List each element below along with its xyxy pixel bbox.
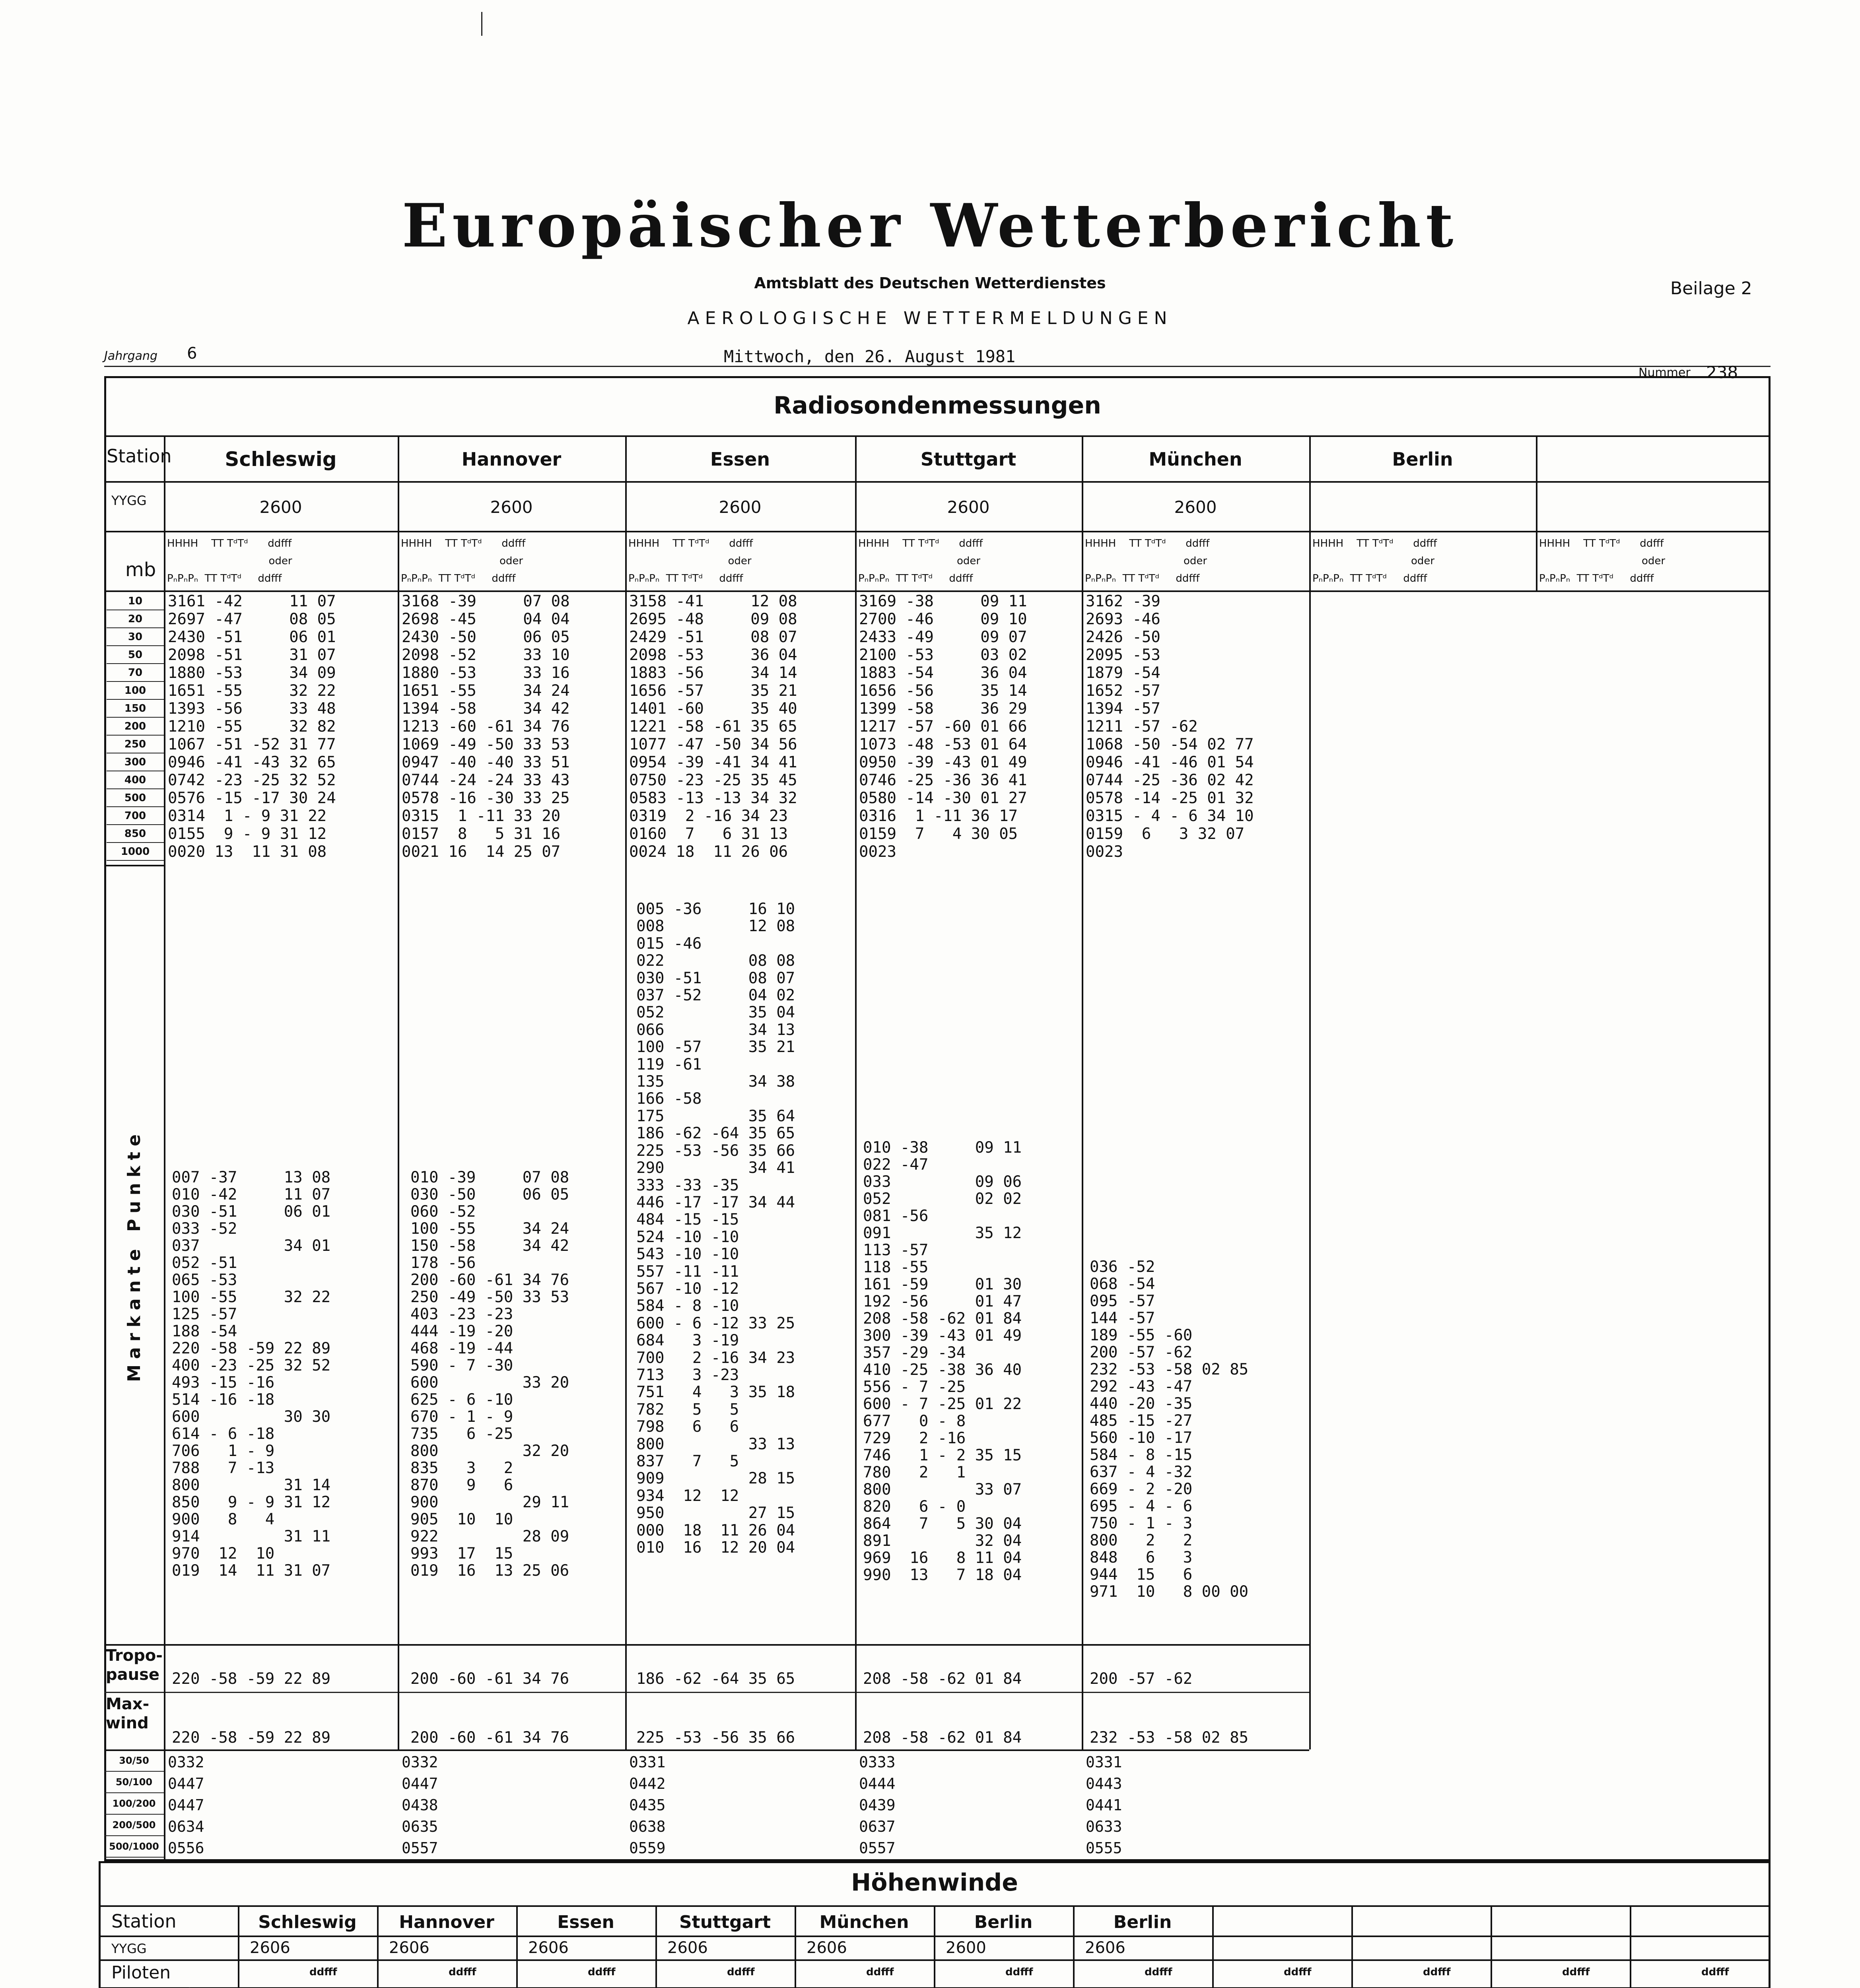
thickness-essen: 0331 0442 0435 0638 0559	[629, 1753, 666, 1857]
winds-piloten-label: Piloten	[111, 1963, 171, 1983]
station-yygg-4: 2600	[947, 497, 990, 517]
station-name-7	[1536, 437, 1771, 481]
winds-ddfff-header: ddfff	[309, 1966, 337, 1978]
station-name-berlin: Berlin	[1392, 448, 1453, 470]
column-header-line1: HHHH TT TᵈTᵈ ddfff	[1539, 538, 1664, 549]
levels-muenchen: 3162 -39 2693 -46 2426 -50 2095 -53 1879 -54 1652 -57 1394 -57 1211 -57 -62 1068 -50 -54 02 77 0946 -41 -46 01 54 0744 -25 -36 02 42 0578 -14 -25 01 32 0315 - 4 - 6 34 10 0159 6 3 32 07 0023	[1086, 592, 1254, 861]
page-subtitle: Amtsblatt des Deutschen Wetterdienstes	[754, 274, 1106, 292]
thickness-label: 30/50	[104, 1750, 164, 1772]
column-header-line2: PₙPₙPₙ TT TᵈTᵈ ddfff	[1312, 573, 1427, 584]
winds-station-yygg: 2606	[250, 1939, 290, 1957]
maxwind-end-rule	[104, 1749, 1309, 1751]
winds-station-name: Berlin	[974, 1912, 1033, 1932]
level-label: 50	[107, 646, 164, 664]
station-yygg-6	[1309, 483, 1536, 531]
station-name-essen: Essen	[710, 448, 770, 470]
column-header-7	[1539, 535, 1768, 587]
label-col-rule	[164, 435, 165, 1861]
column-header-oder: oder	[728, 555, 752, 567]
winds-ddfff-header: ddfff	[449, 1966, 476, 1978]
level-label: 150	[107, 700, 164, 718]
column-header-oder: oder	[499, 555, 523, 567]
top-crop-mark	[481, 12, 482, 36]
column-header-line2: PₙPₙPₙ TT TᵈTᵈ ddfff	[401, 573, 516, 584]
column-header-oder: oder	[268, 555, 292, 567]
winds-station-yygg: 2606	[528, 1939, 569, 1957]
markante-hannover: 010 -39 07 08 030 -50 06 05 060 -52 100 -55 34 24 150 -58 34 42 178 -56 200 -60 -61 34 76 250 -49 -50 33 53 403 -23 -23 444 -19 -20 468 -19 -44 590 - 7 -30 600 33 20 625 - 6 -10 670 - 1 - 9 735 6 -25 800 32 20 835 3 2 870 9 6 900 29 11 905 10 10 922 28 09 993 17 15 019 16 13 25 06	[410, 1169, 569, 1580]
column-header-2	[401, 535, 622, 587]
winds-ddfff-header: ddfff	[1284, 1966, 1312, 1978]
winds-station-yygg: 2606	[667, 1939, 708, 1957]
tropopause-muenchen: 200 -57 -62	[1090, 1670, 1193, 1688]
column-header-line1: HHHH TT TᵈTᵈ ddfff	[1085, 538, 1210, 549]
thickness-label: 200/500	[104, 1815, 164, 1836]
tropopause-schleswig: 220 -58 -59 22 89	[172, 1670, 331, 1688]
winds-ddfff-header: ddfff	[588, 1966, 616, 1978]
station-label: Station	[107, 445, 172, 467]
column-header-line2: PₙPₙPₙ TT TᵈTᵈ ddfff	[167, 573, 282, 584]
levels-stuttgart: 3169 -38 09 11 2700 -46 09 10 2433 -49 09 07 2100 -53 03 02 1883 -54 36 04 1656 -56 35 14 1399 -58 36 29 1217 -57 -60 01 66 1073 -48 -53 01 64 0950 -39 -43 01 49 0746 -25 -36 36 41 0580 -14 -30 01 27 0316 1 -11 36 17 0159 7 4 30 05 0023	[859, 592, 1027, 861]
winds-station-yygg: 2600	[946, 1939, 986, 1957]
radiosonde-title-rule	[104, 435, 1771, 437]
column-header-line2: PₙPₙPₙ TT TᵈTᵈ ddfff	[858, 573, 973, 584]
level-label: 500	[107, 789, 164, 807]
winds-station-name	[1491, 1908, 1630, 1936]
winds-station-name	[1630, 1908, 1769, 1936]
winds-station-yygg: 2606	[1085, 1939, 1125, 1957]
markante-muenchen: 036 -52 068 -54 095 -57 144 -57 189 -55 -60 200 -57 -62 232 -53 -58 02 85 292 -43 -47 440 -20 -35 485 -15 -27 560 -10 -17 584 - 8 -15 637 - 4 -32 669 - 2 -20 695 - 4 - 6 750 - 1 - 3 800 2 2 848 6 3 944 15 6 971 10 8 00 00	[1090, 1258, 1249, 1601]
winds-station-yygg: 2606	[389, 1939, 430, 1957]
column-header-line1: HHHH TT TᵈTᵈ ddfff	[858, 538, 983, 549]
volume-label: Jahrgang	[104, 349, 158, 363]
thickness-hannover: 0332 0447 0438 0635 0557	[402, 1753, 438, 1857]
station-name-stuttgart: Stuttgart	[920, 448, 1016, 470]
thickness-label: 500/1000	[104, 1836, 164, 1858]
column-header-4	[858, 535, 1079, 587]
station-name-hannover: Hannover	[461, 448, 562, 470]
level-label: 200	[107, 718, 164, 736]
thickness-stuttgart: 0333 0444 0439 0637 0557	[859, 1753, 896, 1857]
winds-ddfff-header: ddfff	[727, 1966, 755, 1978]
thickness-muenchen: 0331 0443 0441 0633 0555	[1086, 1753, 1122, 1857]
thickness-label: 100/200	[104, 1793, 164, 1815]
mb-label: mb	[125, 559, 156, 581]
winds-ddfff-header: ddfff	[1701, 1966, 1729, 1978]
winds-station-label: Station	[111, 1910, 177, 1932]
station-name-schleswig: Schleswig	[225, 448, 337, 471]
levels-schleswig: 3161 -42 11 07 2697 -47 08 05 2430 -51 06 01 2098 -51 31 07 1880 -53 34 09 1651 -55 32 22 1393 -56 33 48 1210 -55 32 82 1067 -51 -52 31 77 0946 -41 -43 32 65 0742 -23 -25 32 52 0576 -15 -17 30 24 0314 1 - 9 31 22 0155 9 - 9 31 12 0020 13 11 31 08	[168, 592, 336, 861]
winds-station-name: Essen	[557, 1912, 614, 1932]
winds-station-yygg: 2606	[807, 1939, 847, 1957]
column-header-line1: HHHH TT TᵈTᵈ ddfff	[628, 538, 753, 549]
maxwind-label: Max- wind	[106, 1695, 150, 1732]
col-rule-1	[398, 435, 399, 1749]
winds-station-name	[1212, 1908, 1351, 1936]
level-label: 20	[107, 610, 164, 628]
col-rule-3	[855, 435, 857, 1749]
winds-station-name: Berlin	[1113, 1912, 1172, 1932]
winds-station-name: München	[819, 1912, 909, 1932]
winds-station-name: Schleswig	[258, 1912, 357, 1932]
column-header-line2: PₙPₙPₙ TT TᵈTᵈ ddfff	[1085, 573, 1200, 584]
column-header-oder: oder	[956, 555, 981, 567]
station-yygg-5: 2600	[1174, 497, 1217, 517]
maxwind-essen: 225 -53 -56 35 66	[636, 1729, 795, 1747]
station-yygg-2: 2600	[490, 497, 533, 517]
level-label: 1000	[107, 843, 164, 861]
maxwind-schleswig: 220 -58 -59 22 89	[172, 1729, 331, 1747]
yygg-row-rule	[104, 531, 1771, 532]
maxwind-muenchen: 232 -53 -58 02 85	[1090, 1729, 1249, 1747]
column-header-line1: HHHH TT TᵈTᵈ ddfff	[1312, 538, 1437, 549]
level-label: 100	[107, 682, 164, 700]
volume-number: 6	[187, 344, 197, 363]
column-header-1	[167, 535, 394, 587]
station-yygg-3: 2600	[719, 497, 762, 517]
thickness-schleswig: 0332 0447 0447 0634 0556	[168, 1753, 204, 1857]
issue-date: Mittwoch, den 26. August 1981	[724, 347, 1016, 366]
tropopause-end-rule	[104, 1692, 1309, 1693]
markante-end-rule	[104, 1644, 1309, 1646]
column-header-line2: PₙPₙPₙ TT TᵈTᵈ ddfff	[628, 573, 743, 584]
level-label: 250	[107, 736, 164, 753]
level-label: 70	[107, 664, 164, 682]
markante-stuttgart: 010 -38 09 11 022 -47 033 09 06 052 02 02 081 -56 091 35 12 113 -57 118 -55 161 -59 01 30 192 -56 01 47 208 -58 -62 01 84 300 -39 -43 01 49 357 -29 -34 410 -25 -38 36 40 556 - 7 -25 600 - 7 -25 01 22 677 0 - 8 729 2 -16 746 1 - 2 35 15 780 2 1 800 33 07 820 6 - 0 864 7 5 30 04 891 32 04 969 16 8 11 04 990 13 7 18 04	[863, 1139, 1022, 1584]
tropopause-hannover: 200 -60 -61 34 76	[410, 1670, 569, 1688]
winds-station-name: Stuttgart	[679, 1912, 771, 1932]
station-row-rule	[104, 481, 1771, 483]
column-header-6	[1312, 535, 1533, 587]
column-header-line1: HHHH TT TᵈTᵈ ddfff	[401, 538, 526, 549]
level-label: 700	[107, 807, 164, 825]
markante-schleswig: 007 -37 13 08 010 -42 11 07 030 -51 06 01 033 -52 037 34 01 052 -51 065 -53 100 -55 32 22 125 -57 188 -54 220 -58 -59 22 89 400 -23 -25 32 52 493 -15 -16 514 -16 -18 600 30 30 614 - 6 -18 706 1 - 9 788 7 -13 800 31 14 850 9 - 9 31 12 900 8 4 914 31 11 970 12 10 019 14 11 31 07	[172, 1169, 331, 1580]
level-label: 30	[107, 628, 164, 646]
maxwind-stuttgart: 208 -58 -62 01 84	[863, 1729, 1022, 1747]
supplement-label: Beilage 2	[1670, 278, 1752, 299]
winds-ddfff-header: ddfff	[1423, 1966, 1451, 1978]
level-label: 400	[107, 771, 164, 789]
radiosonde-title: Radiosondenmessungen	[774, 392, 1101, 419]
column-header-oder: oder	[1641, 555, 1666, 567]
winds-ddfff-header: ddfff	[1145, 1966, 1172, 1978]
winds-ddfff-header: ddfff	[866, 1966, 894, 1978]
markante-punkte-label	[104, 867, 164, 1644]
column-header-line2: PₙPₙPₙ TT TᵈTᵈ ddfff	[1539, 573, 1654, 584]
column-header-oder: oder	[1183, 555, 1207, 567]
winds-station-name	[1351, 1908, 1491, 1936]
tropopause-label: Tropo- pause	[106, 1646, 163, 1684]
levels-essen: 3158 -41 12 08 2695 -48 09 08 2429 -51 08 07 2098 -53 36 04 1883 -56 34 14 1656 -57 35 21 1401 -60 35 40 1221 -58 -61 35 65 1077 -47 -50 34 56 0954 -39 -41 34 41 0750 -23 -25 35 45 0583 -13 -13 34 32 0319 2 -16 34 23 0160 7 6 31 13 0024 18 11 26 06	[629, 592, 797, 861]
station-yygg-1: 2600	[259, 497, 302, 517]
level-label: 10	[107, 592, 164, 610]
winds-yygg-label: YYGG	[111, 1941, 147, 1956]
winds-ddfff-header: ddfff	[1562, 1966, 1590, 1978]
maxwind-hannover: 200 -60 -61 34 76	[410, 1729, 569, 1747]
winds-station-name: Hannover	[399, 1912, 494, 1932]
colhead-row-rule	[104, 590, 1771, 592]
tropopause-essen: 186 -62 -64 35 65	[636, 1670, 795, 1688]
winds-ddfff-header: ddfff	[1005, 1966, 1033, 1978]
column-header-5	[1085, 535, 1306, 587]
section-title: AEROLOGISCHE WETTERMELDUNGEN	[687, 308, 1173, 328]
page-title: Europäischer Wetterbericht	[402, 191, 1458, 261]
column-header-line1: HHHH TT TᵈTᵈ ddfff	[167, 538, 292, 549]
number-label: Nummer	[1638, 366, 1691, 380]
station-name-muenchen: München	[1149, 448, 1242, 470]
level-label: 850	[107, 825, 164, 843]
winds-title: Höhenwinde	[851, 1869, 1018, 1897]
station-yygg-7	[1536, 483, 1771, 531]
issue-number: 238	[1706, 363, 1738, 382]
level-label: 300	[107, 753, 164, 771]
levels-end-rule	[104, 865, 164, 866]
col-rule-4	[1082, 435, 1083, 1749]
tropopause-stuttgart: 208 -58 -62 01 84	[863, 1670, 1022, 1688]
header-rule	[104, 366, 1771, 367]
thickness-label: 50/100	[104, 1772, 164, 1793]
col-rule-5	[1309, 435, 1311, 1749]
levels-hannover: 3168 -39 07 08 2698 -45 04 04 2430 -50 06 05 2098 -52 33 10 1880 -53 33 16 1651 -55 34 24 1394 -58 34 42 1213 -60 -61 34 76 1069 -49 -50 33 53 0947 -40 -40 33 51 0744 -24 -24 33 43 0578 -16 -30 33 25 0315 1 -11 33 20 0157 8 5 31 16 0021 16 14 25 07	[402, 592, 570, 861]
markante-punkte-text: Markante Punkte	[124, 1129, 144, 1382]
markante-essen: 005 -36 16 10 008 12 08 015 -46 022 08 08 030 -51 08 07 037 -52 04 02 052 35 04 066 34 13 100 -57 35 21 119 -61 135 34 38 166 -58 175 35 64 186 -62 -64 35 65 225 -53 -56 35 66 290 34 41 333 -33 -35 446 -17 -17 34 44 484 -15 -15 524 -10 -10 543 -10 -10 557 -11 -11 567 -10 -12 584 - 8 -10 600 - 6 -12 33 25 684 3 -19 700 2 -16 34 23 713 3 -23 751 4 3 35 18 782 5 5 798 6 6 800 33 13 837 7 5 909 28 15 934 12 12 950 27 15 000 18 11 26 04 010 16 12 20 04	[636, 900, 795, 1557]
col-rule-2	[625, 435, 627, 1749]
column-header-oder: oder	[1411, 555, 1435, 567]
yygg-label: YYGG	[111, 493, 147, 508]
column-header-3	[628, 535, 851, 587]
